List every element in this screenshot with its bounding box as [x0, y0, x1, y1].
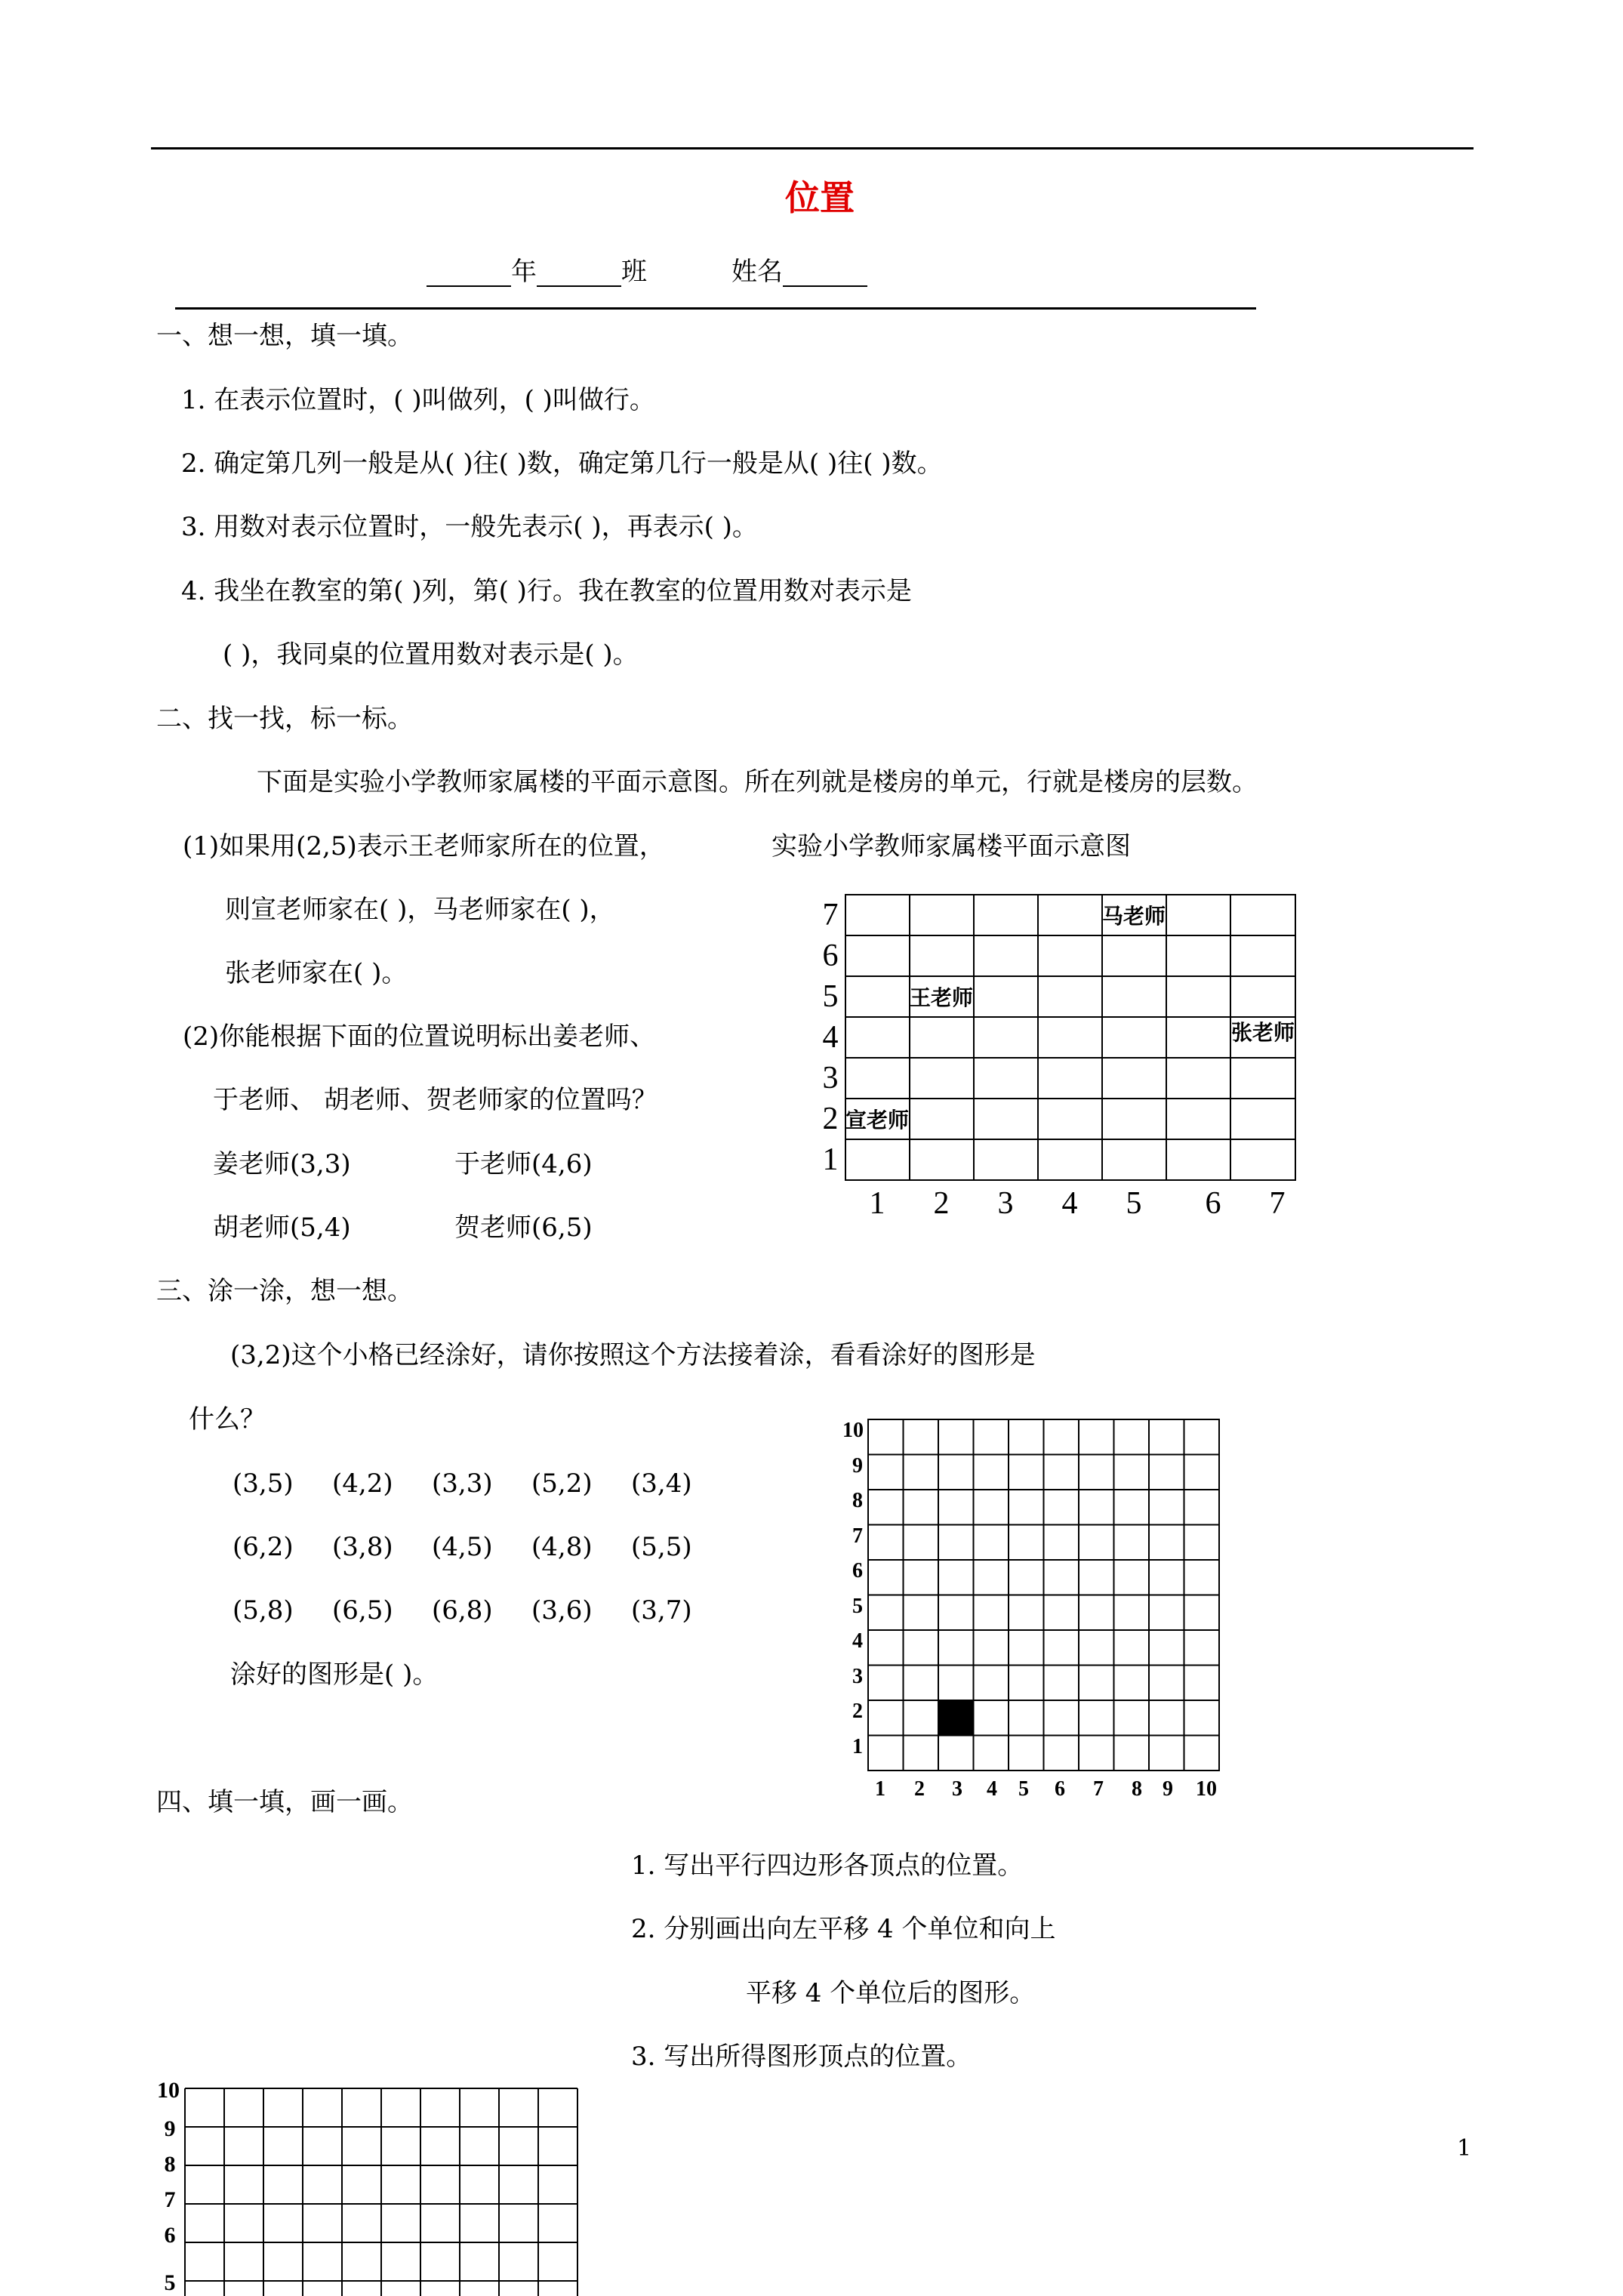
building-row-1: 1: [822, 1142, 839, 1177]
building-col-7: 7: [1269, 1186, 1286, 1219]
page-title: 位置: [785, 177, 855, 218]
s3-pair-3-1: (5,8): [233, 1595, 294, 1626]
s3-pair-1-4: (5,2): [531, 1469, 593, 1499]
coloring-row-2: 2: [852, 1700, 863, 1723]
s3-answer: 涂好的图形是( )。: [230, 1660, 439, 1690]
coloring-row-9: 9: [852, 1454, 863, 1478]
s4-instruction-3: 3. 写出所得图形顶点的位置。: [631, 2042, 972, 2072]
class-blank[interactable]: [537, 260, 621, 287]
coloring-col-6: 6: [1055, 1777, 1065, 1801]
name-label: 姓名: [731, 257, 783, 287]
coloring-row-3: 3: [852, 1665, 863, 1688]
header-rule: [175, 307, 1256, 310]
year-label: 年: [511, 257, 537, 287]
translation-grid: [147, 2075, 600, 2296]
coloring-grid: [830, 1412, 1238, 1804]
s2-position-hu: 胡老师(5,4): [213, 1213, 351, 1243]
translation-row-8: 8: [164, 2152, 176, 2177]
building-col-3: 3: [997, 1186, 1014, 1219]
s1-question-2: 2. 确定第几列一般是从( )往( )数，确定第几行一般是从( )往( )数。: [181, 448, 943, 479]
building-col-4: 4: [1061, 1186, 1078, 1219]
coloring-col-4: 4: [987, 1777, 997, 1801]
s2-part1-b: 则宣老师家在( )，马老师家在( )，: [225, 895, 615, 925]
s1-question-3: 3. 用数对表示位置时，一般先表示( )，再表示( )。: [181, 512, 758, 542]
s3-pair-1-2: (4,2): [332, 1469, 393, 1499]
s4-instruction-2b: 平移 4 个单位后的图形。: [746, 1978, 1036, 2008]
building-row-7: 7: [822, 898, 839, 932]
filled-cell-3-2: [938, 1700, 974, 1736]
s3-intro-a: (3,2)这个小格已经涂好，请你按照这个方法接着涂，看看涂好的图形是: [230, 1340, 1036, 1370]
translation-row-10: 10: [157, 2078, 180, 2103]
s2-position-yu: 于老师(4,6): [454, 1149, 593, 1179]
s3-pair-2-2: (3,8): [332, 1532, 393, 1562]
translation-row-7: 7: [164, 2187, 176, 2212]
s2-intro: 下面是实验小学教师家属楼的平面示意图。所在列就是楼房的单元，行就是楼房的层数。: [257, 767, 1258, 797]
s2-part2-a: (2)你能根据下面的位置说明标出姜老师、: [183, 1022, 656, 1052]
section3-heading: 三、涂一涂，想一想。: [156, 1276, 413, 1306]
class-label: 班: [621, 257, 647, 287]
translation-row-6: 6: [164, 2223, 176, 2248]
s3-pair-3-4: (3,6): [531, 1595, 593, 1626]
coloring-col-9: 9: [1163, 1777, 1173, 1801]
section2-heading: 二、找一找，标一标。: [156, 704, 413, 734]
s3-pair-3-5: (3,7): [631, 1595, 692, 1626]
translation-row-9: 9: [164, 2116, 176, 2141]
s1-question-1: 1. 在表示位置时，( )叫做列，( )叫做行。: [181, 385, 655, 415]
year-blank[interactable]: [427, 260, 511, 287]
s3-pair-2-5: (5,5): [631, 1532, 692, 1562]
building-grid-border: [845, 895, 1295, 1180]
section4-heading: 四、填一填，画一画。: [156, 1787, 413, 1817]
s3-pair-3-3: (6,8): [432, 1595, 493, 1626]
s4-instruction-2a: 2. 分别画出向左平移 4 个单位和向上: [631, 1914, 1056, 1944]
coloring-row-6: 6: [852, 1559, 863, 1583]
coloring-row-4: 4: [852, 1629, 863, 1653]
building-col-5: 5: [1126, 1186, 1142, 1219]
s1-question-4a: 4. 我坐在教室的第( )列，第( )行。我在教室的位置用数对表示是: [181, 576, 912, 606]
s3-pair-2-1: (6,2): [233, 1532, 294, 1562]
s1-question-4b: ( )，我同桌的位置用数对表示是( )。: [223, 639, 639, 670]
coloring-col-7: 7: [1093, 1777, 1104, 1801]
s3-pair-1-5: (3,4): [631, 1469, 692, 1499]
s4-instruction-1: 1. 写出平行四边形各顶点的位置。: [631, 1851, 1024, 1881]
page-number: 1: [1457, 2135, 1472, 2162]
label-wang-teacher: 王老师: [909, 987, 974, 1010]
building-row-5: 5: [822, 979, 839, 1014]
s3-pair-2-4: (4,8): [531, 1532, 593, 1562]
top-rule: [151, 147, 1474, 149]
coloring-col-10: 10: [1196, 1777, 1217, 1801]
section1-heading: 一、想一想，填一填。: [156, 321, 413, 351]
s2-position-jiang: 姜老师(3,3): [213, 1149, 351, 1179]
building-row-4: 4: [822, 1020, 839, 1055]
building-col-1: 1: [869, 1186, 885, 1219]
s3-pair-1-3: (3,3): [432, 1469, 493, 1499]
name-blank[interactable]: [783, 260, 867, 287]
building-col-6: 6: [1205, 1186, 1221, 1219]
building-row-3: 3: [822, 1061, 839, 1096]
coloring-col-8: 8: [1132, 1777, 1142, 1801]
coloring-row-10: 10: [842, 1419, 864, 1442]
translation-row-5: 5: [164, 2270, 176, 2295]
label-zhang-teacher: 张老师: [1230, 1022, 1295, 1045]
coloring-col-2: 2: [914, 1777, 925, 1801]
coloring-row-5: 5: [852, 1595, 863, 1618]
s2-part2-b: 于老师、 胡老师、贺老师家的位置吗？: [213, 1085, 658, 1115]
coloring-col-5: 5: [1018, 1777, 1029, 1801]
label-xuan-teacher: 宣老师: [845, 1109, 910, 1133]
building-row-6: 6: [822, 938, 839, 973]
s2-chart-title: 实验小学教师家属楼平面示意图: [771, 831, 1131, 861]
s3-pair-3-2: (6,5): [332, 1595, 393, 1626]
coloring-row-8: 8: [852, 1489, 863, 1512]
student-info: [427, 257, 867, 287]
coloring-col-1: 1: [875, 1777, 885, 1801]
s2-position-he: 贺老师(6,5): [454, 1213, 593, 1243]
label-ma-teacher: 马老师: [1101, 905, 1166, 929]
building-col-2: 2: [933, 1186, 950, 1219]
building-row-2: 2: [822, 1102, 839, 1136]
coloring-row-7: 7: [852, 1524, 863, 1548]
s3-pair-2-3: (4,5): [432, 1532, 493, 1562]
s2-part1-a: (1)如果用(2,5)表示王老师家所在的位置，: [183, 831, 665, 861]
s3-pair-1-1: (3,5): [233, 1469, 294, 1499]
building-grid: [815, 887, 1306, 1219]
coloring-row-1: 1: [852, 1735, 863, 1758]
s2-part1-c: 张老师家在( )。: [225, 958, 408, 988]
coloring-col-3: 3: [952, 1777, 962, 1801]
s3-intro-b: 什么？: [189, 1404, 266, 1435]
